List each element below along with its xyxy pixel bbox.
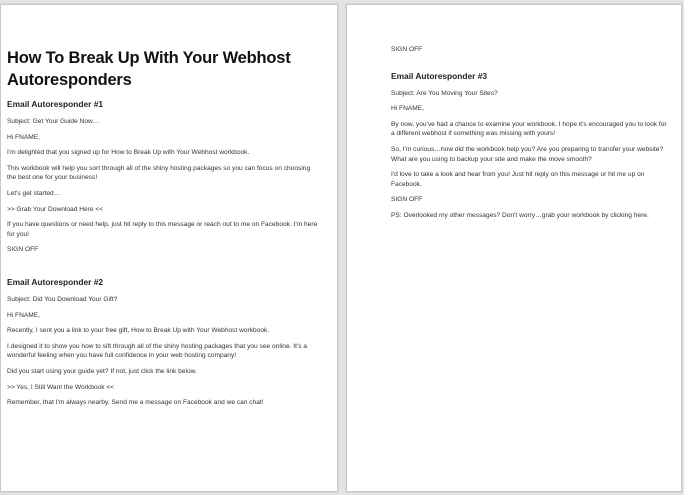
email-section-3 [391, 71, 667, 221]
email-paragraph: If you have questions or need help, just hit reply to this message or reach out to me on Facebook. I'm here for you! [7, 221, 318, 238]
email-heading: Email Autoresponder #1 [7, 99, 104, 109]
email-paragraph: I designed it to show you how to sift through all of the shiny hosting packages that you see online. It's a wonderful feeling when you have full confidence in your web hosting company! [7, 342, 307, 360]
email-paragraph: Remember, that I'm always nearby. Send me a message on Facebook and we can chat! [7, 399, 264, 407]
email-subject: Subject: Are You Moving Your Sites? [391, 89, 498, 97]
workbook-link[interactable]: >> Yes, I Still Want the Workbook << [7, 383, 115, 391]
email-paragraph: Did you start using your guide yet? If not, just click the link below. [7, 367, 197, 375]
document-page-2 [346, 4, 682, 492]
email-subject: Subject: Get Your Guide Now… [7, 118, 100, 125]
postscript: PS: Overlooked my other messages? Don't worry…grab your workbook by clicking here. [391, 211, 649, 219]
email-paragraph: I'd love to take a look and hear from you! Just hit reply on this message or hit me up on Facebook. [391, 171, 645, 188]
email-paragraph: I'm delighted that you signed up for How to Break Up with Your Webhost workbook. [7, 149, 250, 157]
sign-off: SIGN OFF [391, 46, 423, 53]
email-greeting: Hi FNAME, [391, 105, 424, 113]
email-paragraph: Recently, I sent you a link to your free gift, How to Break Up with Your Webhost workbook. [7, 327, 270, 335]
email-paragraph: Let's get started… [7, 189, 61, 197]
email-section-2 [7, 277, 319, 408]
section-spacer [391, 61, 667, 71]
sign-off: SIGN OFF [391, 196, 423, 204]
email-greeting: Hi FNAME, [7, 311, 40, 319]
email-paragraph: By now, you've had a chance to examine your workbook. I hope it's encouraged you to look for a different webhost if something was missing with yours! [391, 120, 667, 138]
email-paragraph: So, I'm curious…how did the workbook help you? Are you preparing to transfer your website? What are you using to backup your site and make the move smooth? [391, 145, 664, 163]
download-link[interactable]: >> Grab Your Download Here << [7, 205, 104, 213]
email-heading: Email Autoresponder #2 [7, 276, 104, 287]
email-section-1 [7, 99, 319, 255]
email-subject: Subject: Did You Download Your Gift? [7, 295, 118, 303]
email-heading: Email Autoresponder #3 [391, 70, 488, 81]
document-title: How To Break Up With Your Webhost Autoresponders [7, 49, 291, 89]
email-greeting: Hi FNAME, [7, 133, 40, 141]
sign-off: SIGN OFF [7, 246, 39, 254]
document-page-1 [0, 4, 338, 492]
section-spacer [7, 261, 319, 277]
email-paragraph: This workbook will help you sort through all of the shiny hosting packages so you can focus on choosing the best one for your business! [7, 164, 311, 182]
